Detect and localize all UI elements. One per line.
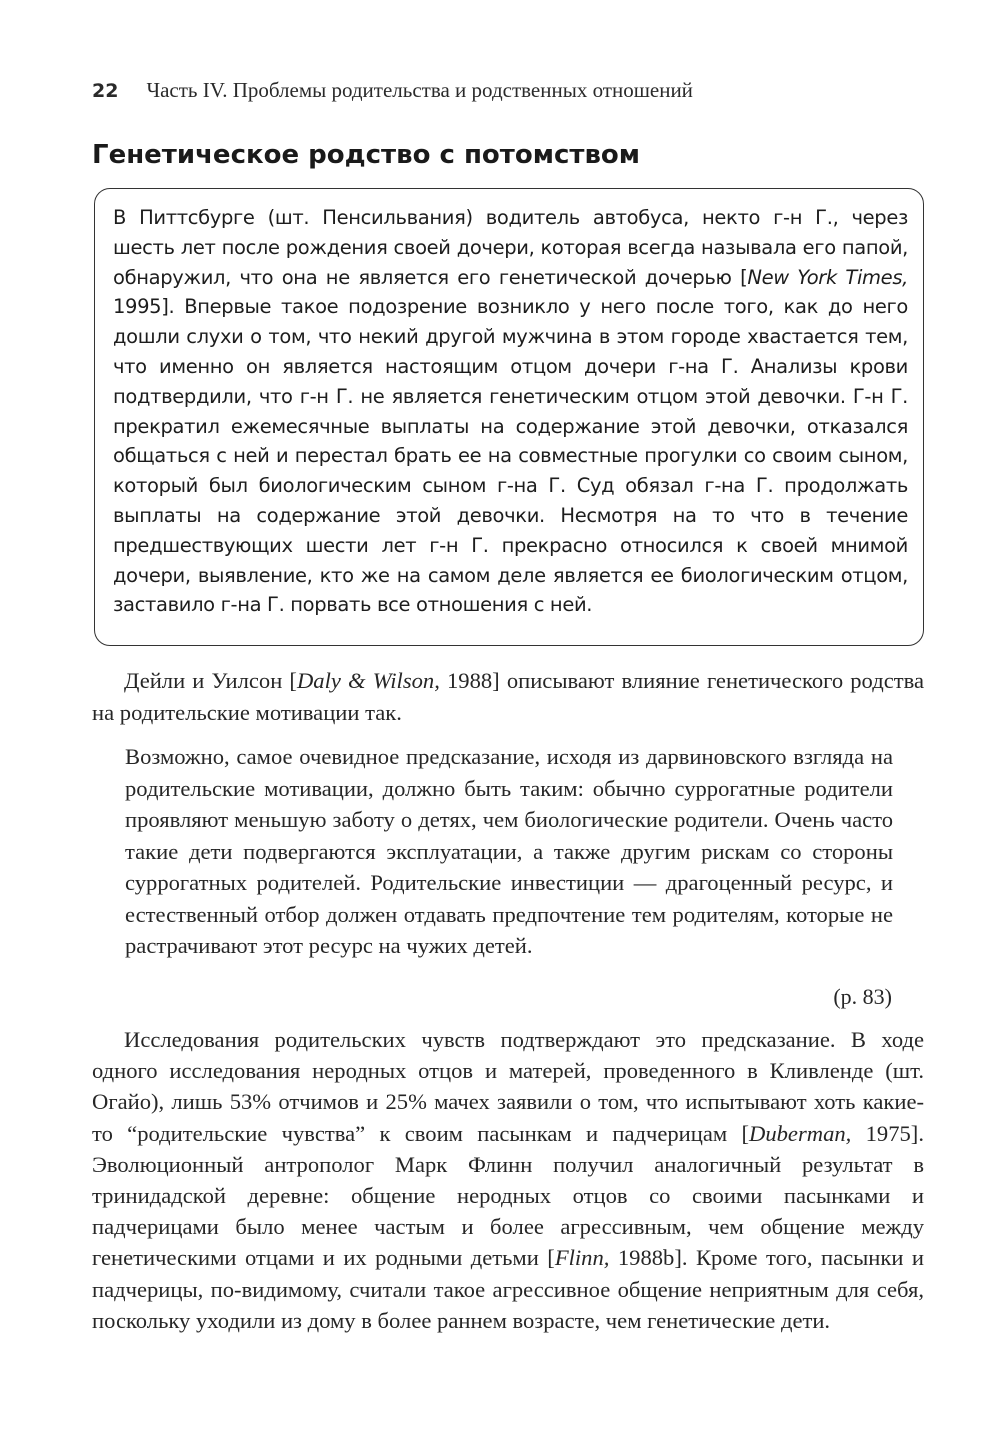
body-text-part3: . Кроме того, пасынки и падчерицы, по-видимому, считали такое агрессивное общение неприятным для себя, поскольку уходили из дому в более раннем возрасте, чем генетические дети. xyxy=(92,1245,925,1333)
case-study-box xyxy=(94,188,924,646)
page-number: 22 xyxy=(92,80,119,102)
intro-text-after: описывают влияние генетического родства на родительские мотивации так. xyxy=(92,668,924,725)
running-head xyxy=(92,78,693,103)
intro-paragraph xyxy=(92,665,924,728)
body-citation1-source: Duberman, xyxy=(749,1120,852,1146)
intro-citation-source: Daly & Wilson, xyxy=(296,668,440,693)
case-text-part2: . Впервые такое подозрение возникло у него после того, как до него дошли слухи о том, что некий другой мужчина в этом городе хвастается тем, что именно он является настоящим отцом дочери г-на Г. Анализы крови подтвердили, что г-н Г. не является генетическим отцом этой девочки. Г-н Г. прекратил ежемесячные выплаты на содержание этой девочки, отказался общаться с ней и перестал брать ее на совместные прогулки со своим сыном, который был биологическим сыном г-на Г. Суд обязал г-на Г. продолжать выплаты на содержание этой девочки. Несмотря на то что в течение предшествующих шести лет г-н Г. прекрасно относился к своей мнимой дочери, выявление, кто же на самом деле является ее биологическим отцом, заставило г-на Г. порвать все отношения с ней. xyxy=(113,295,908,617)
intro-citation-year: 1988] xyxy=(439,668,500,693)
case-citation-year: 1995] xyxy=(113,295,169,319)
running-title: Часть IV. Проблемы родительства и родственных отношений xyxy=(146,78,693,102)
case-citation-source: New York Times, xyxy=(747,265,908,289)
body-text-part2: . Эволюционный антрополог Марк Флинн получил аналогичный результат в тринидадской деревне: общение неродных отцов со своими пасынками и падчерицами было менее частым и более агрессивным, чем общение между генетическими отцами и их родными детьми [ xyxy=(92,1120,924,1271)
block-quote: Возможно, самое очевидное предсказание, исходя из дарвиновского взгляда на родительские мотивации, должно быть таким: обычно суррогатные родители проявляют меньшую заботу о детях, чем биологические родители. Очень часто такие дети подвергаются эксплуатации, а также другим рискам со стороны суррогатных родителей. Родительские инвестиции — драгоценный ресурс, и естественный отбор должен отдавать предпочтение тем родителям, которые не растрачивают этот ресурс на чужих детей. xyxy=(125,744,893,958)
body-text-part1: Исследования родительских чувств подтверждают это предсказание. В ходе одного исследования неродных отцов и матерей, проведенного в Кливленде (шт. Огайо), лишь 53% отчимов и 25% мачех заявили о том, что испытывают хоть какие-то “родительские чувства” к своим пасынкам и падчерицам [ xyxy=(92,1027,924,1146)
body-citation2-source: Flinn, xyxy=(554,1245,610,1271)
section-title: Генетическое родство с потомством xyxy=(92,140,641,170)
body-citation2-year: 1988b] xyxy=(609,1245,682,1271)
case-study-text xyxy=(113,203,908,620)
case-text-part1: В Питтсбурге (шт. Пенсильвания) водитель автобуса, некто г-н Г., через шесть лет после рождения своей дочери, которая всегда называла его папой, обнаружил, что она не является его генетической дочерью [ xyxy=(113,206,908,289)
intro-text-before: Дейли и Уилсон [ xyxy=(124,668,297,693)
body-citation1-year: 1975] xyxy=(851,1120,919,1146)
body-paragraph xyxy=(92,1024,924,1336)
quote-page-reference: (p. 83) xyxy=(833,984,892,1009)
